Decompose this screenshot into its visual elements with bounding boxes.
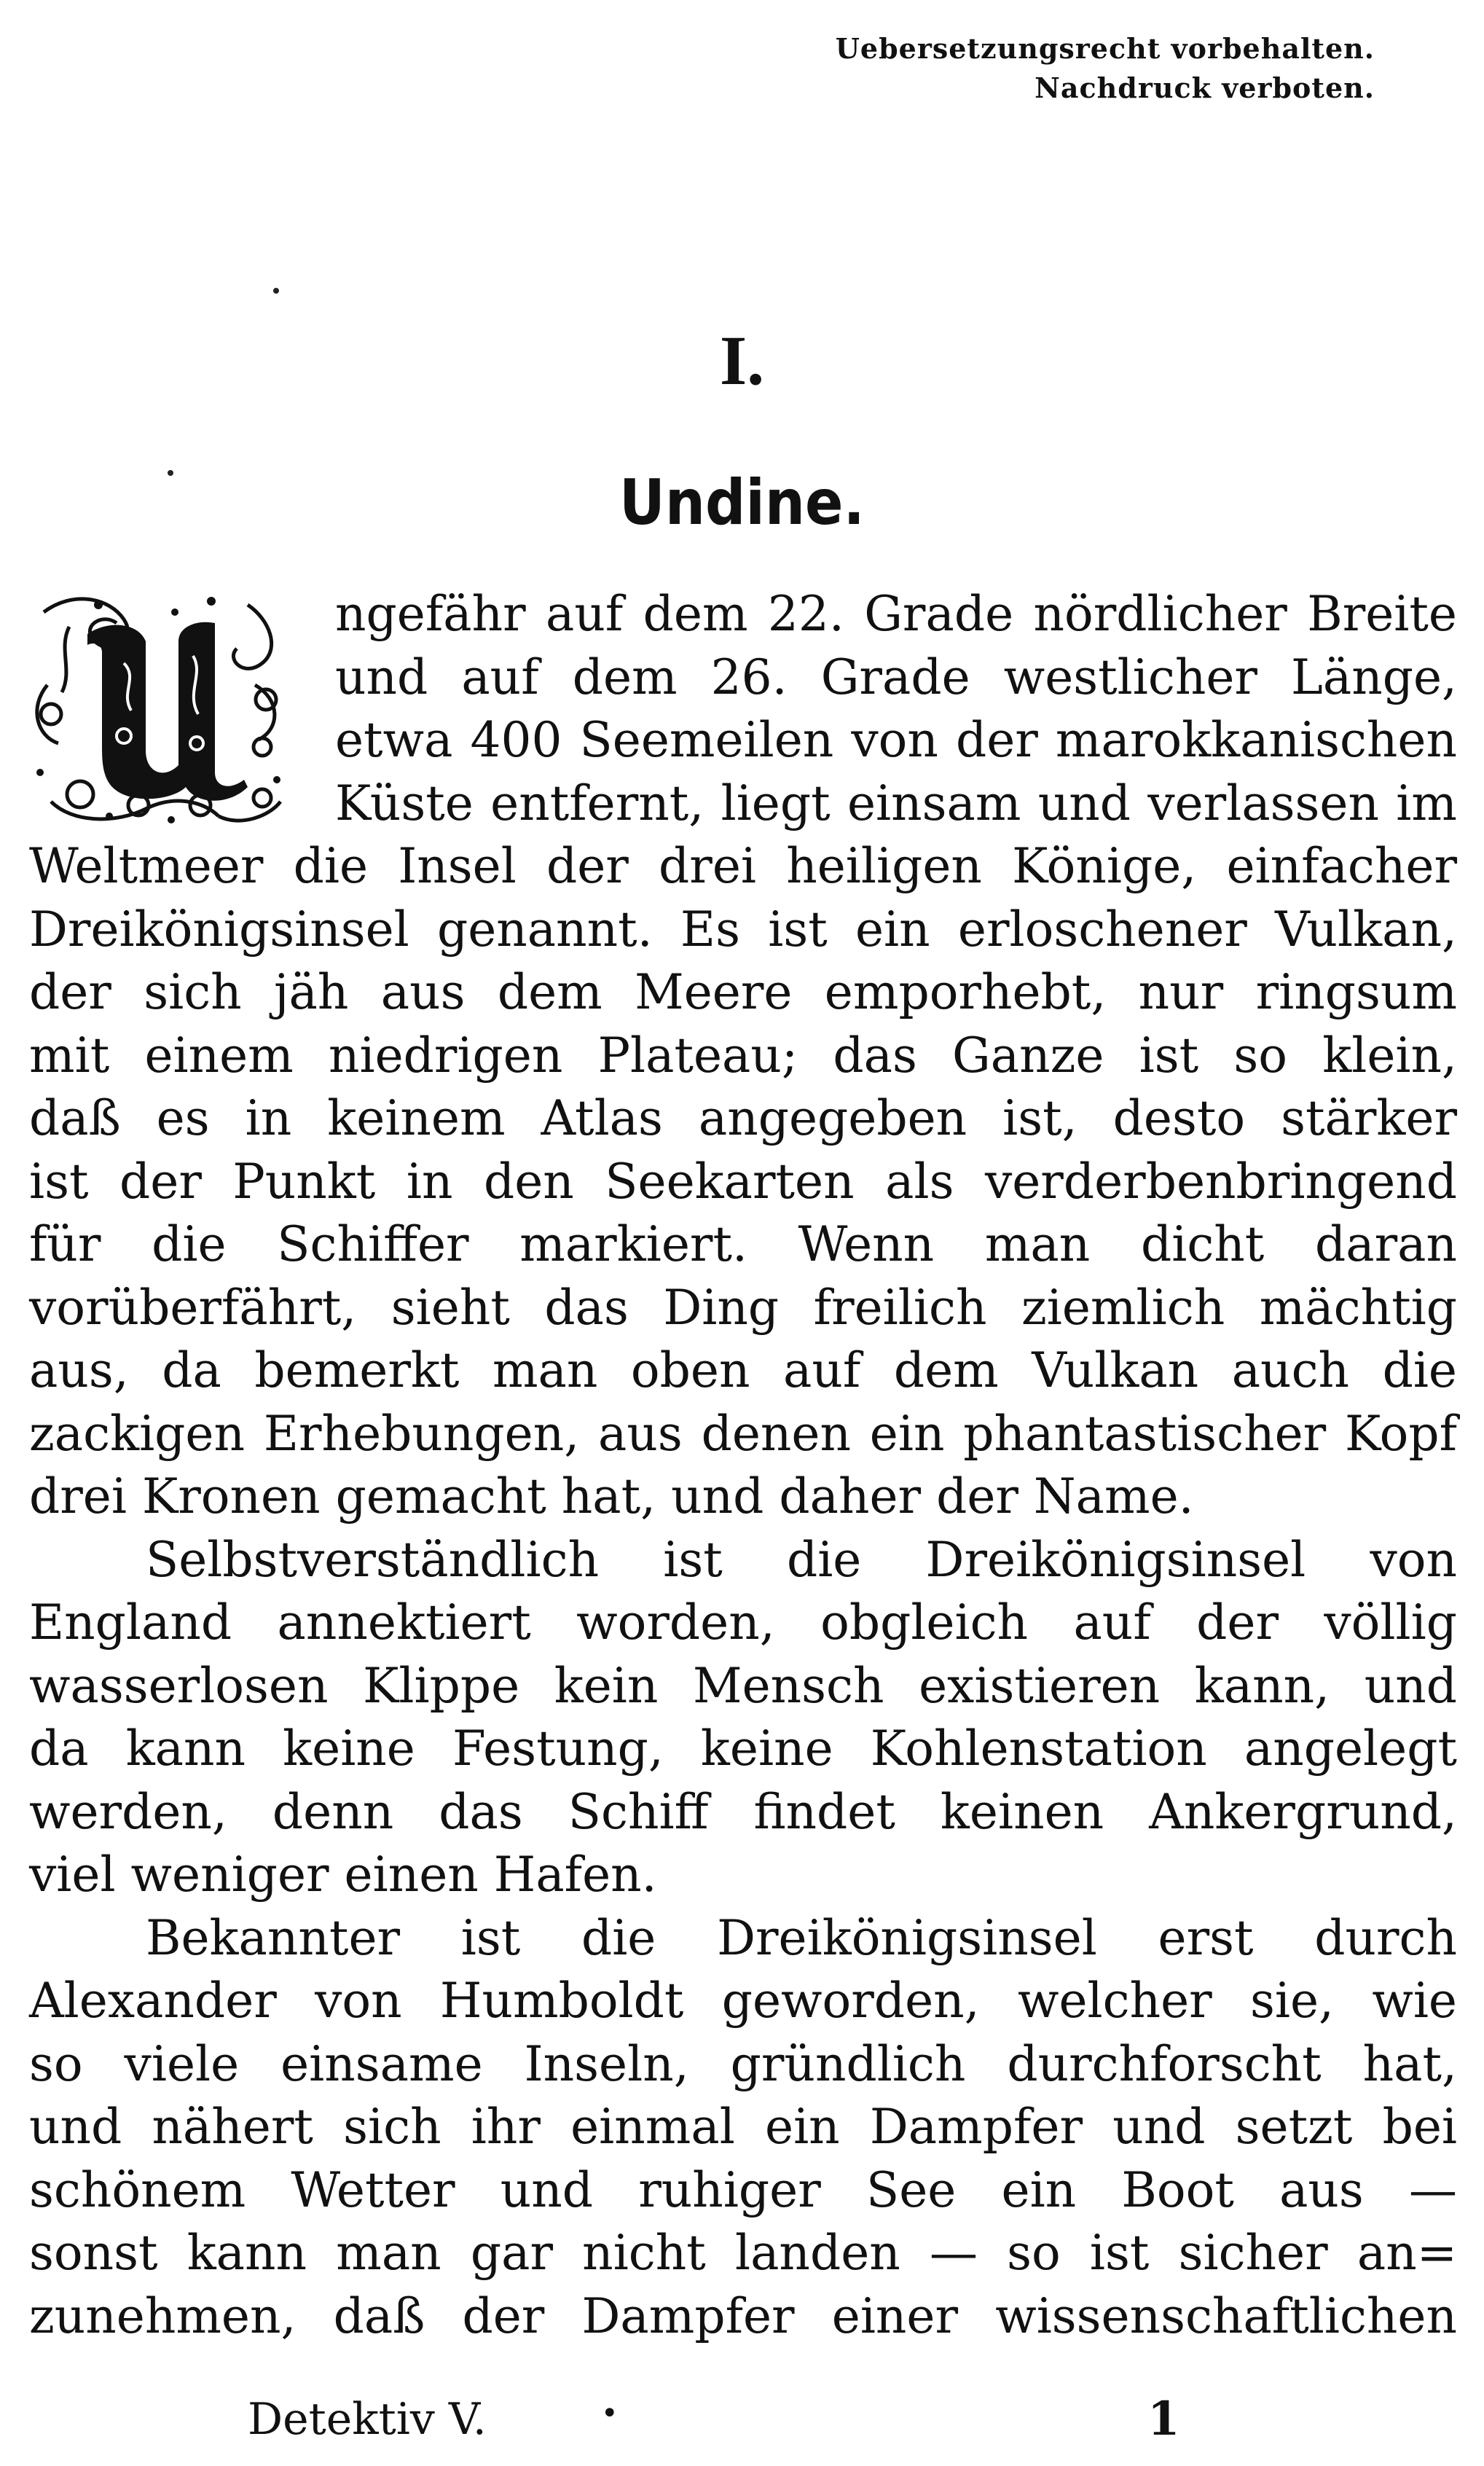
text-line: ngefähr auf dem 22. Grade nördlicher Breite — [335, 586, 1457, 642]
text-line: schönem Wetter und ruhiger See ein Boot aus — — [29, 2161, 1457, 2218]
text-line: vorüberfährt, sieht das Ding freilich ziemlich mächtig — [29, 1279, 1457, 1336]
text-line: aus, da bemerkt man oben auf dem Vulkan auch die — [29, 1342, 1457, 1398]
chapter-title: Undine. — [619, 466, 865, 539]
page-number: 1 — [1147, 2392, 1180, 2446]
text-line: Küste entfernt, liegt einsam und verlassen im — [335, 775, 1457, 831]
chapter-number: I. — [719, 321, 765, 399]
text-line: etwa 400 Seemeilen von der marokkanischen — [335, 712, 1457, 768]
text-line: für die Schiffer markiert. Wenn man dicht daran — [29, 1216, 1457, 1272]
text-line: drei Kronen gemacht hat, und daher der Name. — [29, 1468, 1194, 1524]
text-line: Selbstverständlich ist die Dreikönigsinsel von — [146, 1531, 1457, 1588]
text-line: England annektiert worden, obgleich auf der völlig — [29, 1594, 1457, 1651]
text-line: der sich jäh aus dem Meere emporhebt, nur ringsum — [29, 964, 1457, 1020]
text-line: viel weniger einen Hafen. — [29, 1847, 657, 1903]
text-line: und nähert sich ihr einmal ein Dampfer und setzt bei — [29, 2099, 1457, 2155]
footer-mark: • — [601, 2397, 619, 2430]
text-line: und auf dem 26. Grade westlicher Länge, — [335, 649, 1457, 705]
text-line: Weltmeer die Insel der drei heiligen Könige, einfacher — [29, 838, 1457, 894]
text-line: Alexander von Humboldt geworden, welcher sie, wie — [29, 1973, 1457, 2029]
print-speck — [168, 470, 173, 476]
text-line: zackigen Erhebungen, aus denen ein phantastischer Kopf — [29, 1405, 1457, 1462]
copyright-notice — [836, 29, 1375, 108]
text-line: mit einem niedrigen Plateau; das Ganze ist so klein, — [29, 1027, 1457, 1084]
text-line: so viele einsame Inseln, gründlich durchforscht hat, — [29, 2035, 1457, 2092]
print-speck — [273, 288, 279, 294]
text-line: werden, denn das Schiff findet keinen Ankergrund, — [29, 1783, 1457, 1840]
text-line: Dreikönigsinsel genannt. Es ist ein erloschener Vulkan, — [29, 901, 1457, 958]
notice-line-reprint: Nachdruck verboten. — [1035, 71, 1375, 104]
text-line: Bekannter ist die Dreikönigsinsel erst durch — [146, 1909, 1457, 1966]
text-line: sonst kann man gar nicht landen — so ist sicher an= — [29, 2225, 1457, 2281]
text-line: wasserlosen Klippe kein Mensch existieren kann, und — [29, 1657, 1457, 1714]
text-line: zunehmen, daß der Dampfer einer wissenschaftlichen — [29, 2287, 1457, 2344]
text-line: ist der Punkt in den Seekarten als verderbenbringend — [29, 1153, 1457, 1210]
text-line: da kann keine Festung, keine Kohlenstation angelegt — [29, 1721, 1457, 1777]
body-text — [29, 583, 1457, 2348]
notice-line-translation: Uebersetzungsrecht vorbehalten. — [835, 32, 1375, 65]
footer-signature: Detektiv V. — [248, 2394, 487, 2445]
page-footer — [0, 2390, 1484, 2449]
text-line: daß es in keinem Atlas angegeben ist, desto stärker — [29, 1090, 1457, 1146]
